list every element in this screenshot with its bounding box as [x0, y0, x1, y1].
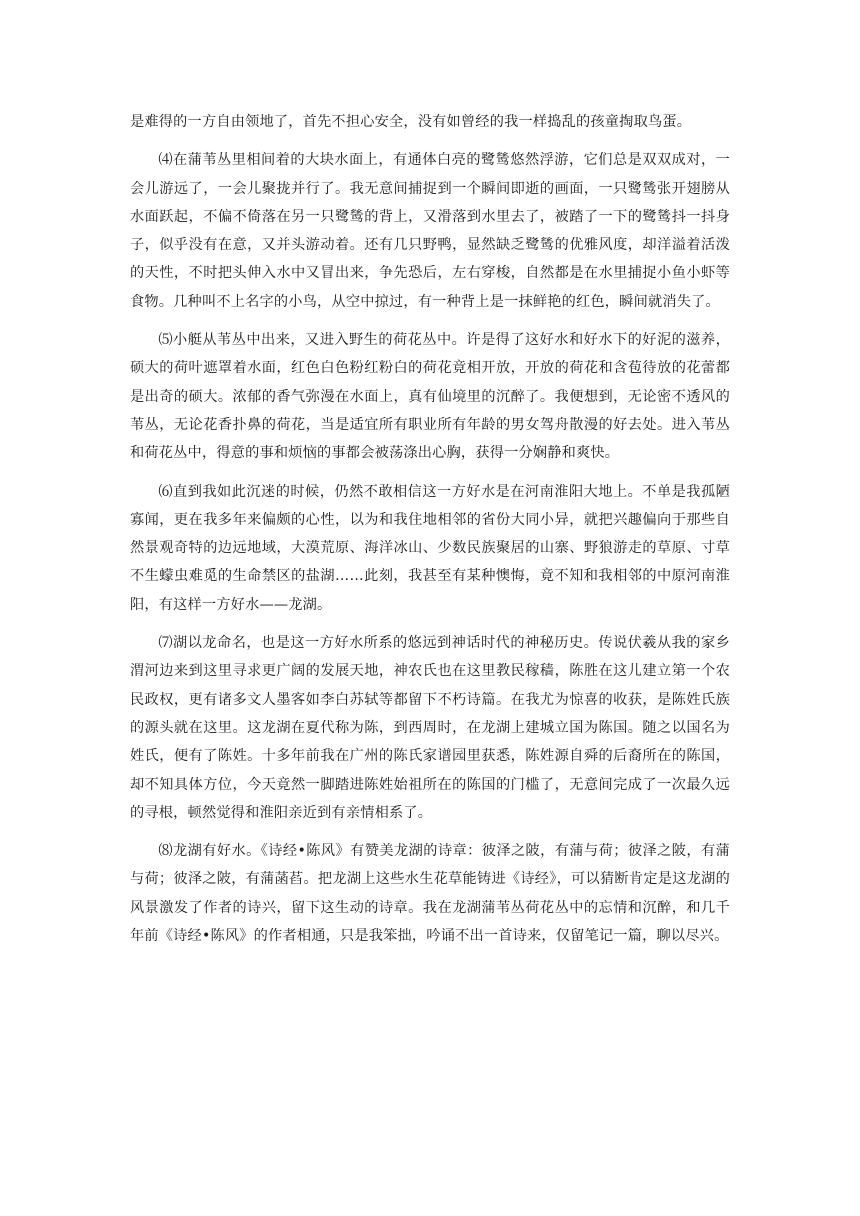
paragraph-4: ⑷在蒲苇丛里相间着的大块水面上，有通体白亮的鹭鸶悠然浮游，它们总是双双成对，一会儿游远了，一会儿聚拢并行了。我无意间捕捉到一个瞬间即逝的画面，一只鹭鸶张开翅膀从水面跃起，不偏不倚落在另一只鹭鸶的背上，又滑落到水里去了，被踏了一下的鹭鸶抖一抖身子，似乎没有在意，又并头游动着。还有几只野鸭，显然缺乏鹭鸶的优雅风度，却洋溢着活泼的天性，不时把头伸入水中又冒出来，争先恐后，左右穿梭，自然都是在水里捕捉小鱼小虾等食物。几种叫不上名字的小鸟，从空中掠过，有一种背上是一抹鲜艳的红色，瞬间就消失了。 — [130, 152, 730, 310]
document-body — [130, 108, 730, 960]
paragraph-5: ⑸小艇从苇丛中出来，又进入野生的荷花丛中。许是得了这好水和好水下的好泥的滋养，硕大的荷叶遮罩着水面，红色白色粉红粉白的荷花竟相开放，开放的荷花和含苞待放的花蕾都是出奇的硕大。浓郁的香气弥漫在水面上，真有仙境里的沉醉了。我便想到，无论密不透风的苇丛，无论花香扑鼻的荷花，当是适宜所有职业所有年龄的男女驾舟散漫的好去处。进入苇丛和荷花丛中，得意的事和烦恼的事都会被荡涤出心胸，获得一分娴静和爽快。 — [130, 332, 730, 462]
paragraph-7: ⑺湖以龙命名，也是这一方好水所系的悠远到神话时代的神秘历史。传说伏羲从我的家乡渭河边来到这里寻求更广阔的发展天地，神农氏也在这里教民稼穑，陈胜在这儿建立第一个农民政权，更有诸多文人墨客如李白苏轼等都留下不朽诗篇。在我尤为惊喜的收获，是陈姓氏族的源头就在这里。这龙湖在夏代称为陈，到西周时，在龙湖上建城立国为陈国。随之以国名为姓氏，便有了陈姓。十多年前我在广州的陈氏家谱园里获悉，陈姓源自舜的后裔所在的陈国，却不知具体方位，今天竟然一脚踏进陈姓始祖所在的陈国的门槛了，无意间完成了一次最久远的寻根，顿然觉得和淮阳亲近到有亲情相系了。 — [130, 635, 730, 821]
paragraph-8: ⑻龙湖有好水。《诗经•陈风》有赞美龙湖的诗章：彼泽之陂，有蒲与荷；彼泽之陂，有蒲与荷；彼泽之陂，有蒲菡萏。把龙湖上这些水生花草能铸进《诗经》，可以猜断肯定是这龙湖的风景激发了作者的诗兴，留下这生动的诗章。我在龙湖蒲苇丛荷花丛中的忘情和沉醉，和几千年前《诗经•陈风》的作者相通，只是我笨拙，吟诵不出一首诗来，仅留笔记一篇，聊以尽兴。 — [130, 843, 730, 945]
paragraph-continuation: 是难得的一方自由领地了，首先不担心安全，没有如曾经的我一样捣乱的孩童掏取鸟蛋。 — [130, 114, 692, 130]
paragraph-6: ⑹直到我如此沉迷的时候，仍然不敢相信这一方好水是在河南淮阳大地上。不单是我孤陋寡闻，更在我多年来偏颇的心性，以为和我住地相邻的省份大同小异，就把兴趣偏向于那些自然景观奇特的边远地域，大漠荒原、海洋冰山、少数民族聚居的山寨、野狼游走的草原、寸草不生蠓虫难觅的生命禁区的盐湖……此刻，我甚至有某种懊悔，竟不知和我相邻的中原河南淮阳，有这样一方好水——龙湖。 — [130, 483, 730, 613]
